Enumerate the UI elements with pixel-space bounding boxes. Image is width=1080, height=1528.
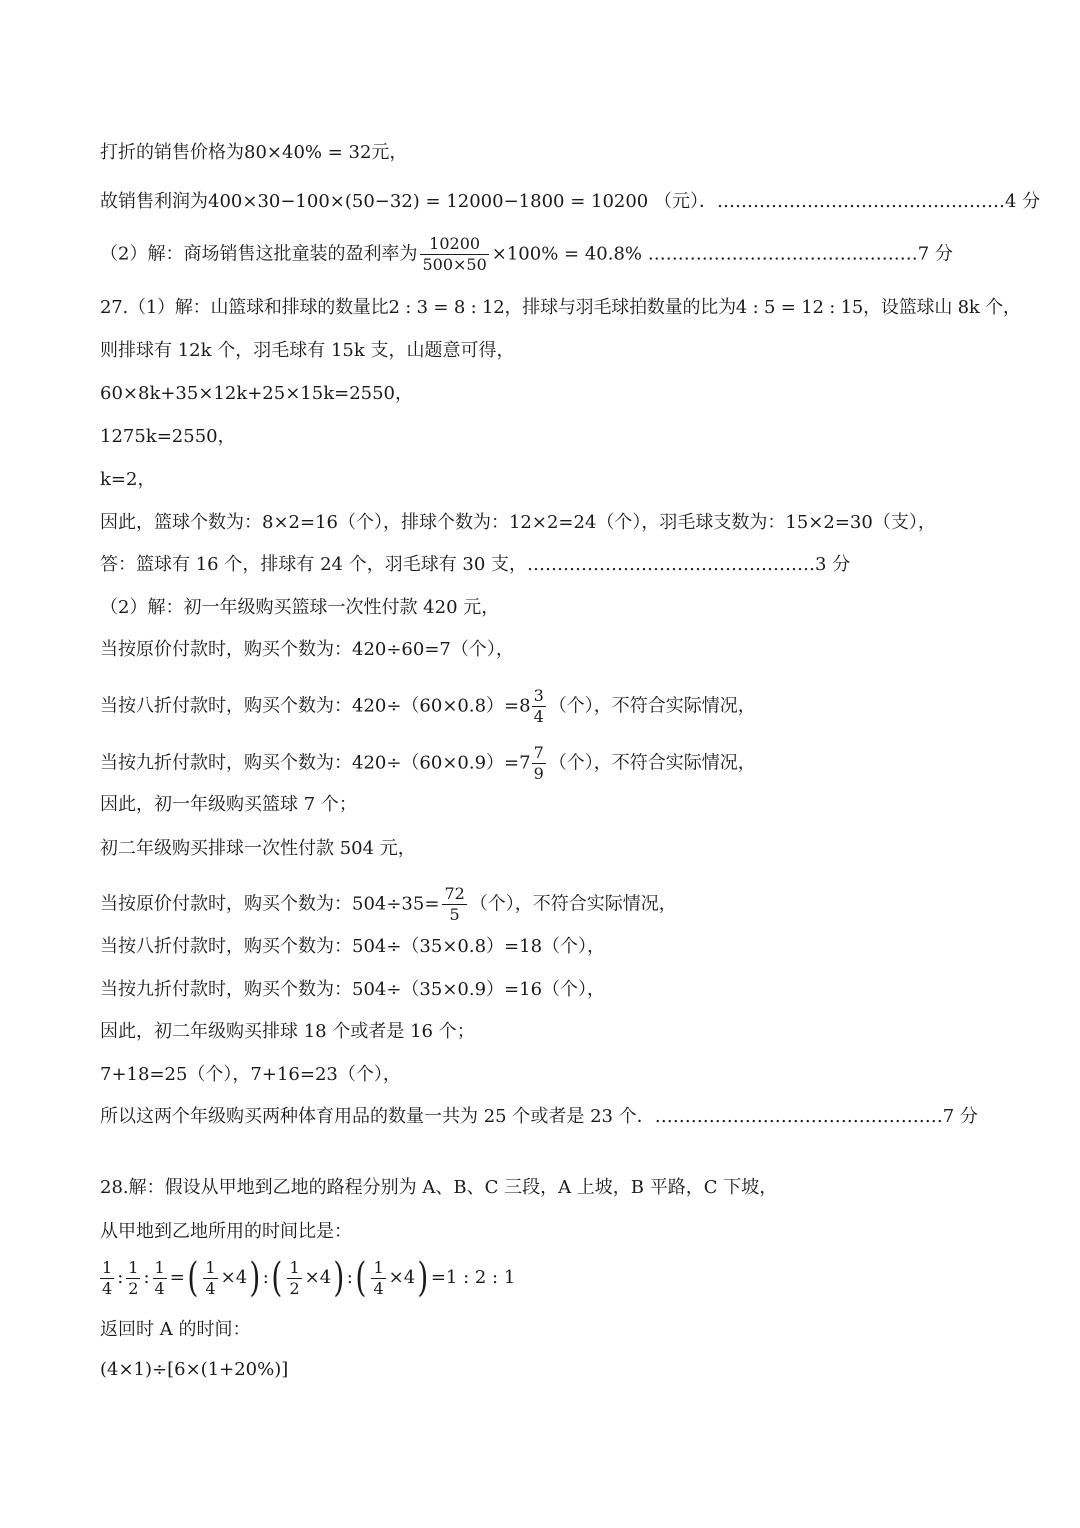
fraction-numerator: 7: [533, 743, 544, 762]
profit-rate-text: （2）解：商场销售这批童装的盈利率为: [100, 243, 418, 265]
multiply-term: ×4: [304, 1267, 332, 1288]
ratio-fraction: [371, 1258, 385, 1299]
q28-intro: 28.解：假设从甲地到乙地的路程分别为 A、B、C 三段，A 上坡，B 平路，C 下坡，: [100, 1177, 778, 1198]
grade2-original-fraction: [442, 884, 466, 925]
left-paren: (: [355, 1255, 367, 1301]
q28-time-ratio-label: 从甲地到乙地所用的时间比是：: [100, 1221, 352, 1242]
profit-rate-fraction: [420, 234, 488, 275]
q27-grade1-80-percent: [100, 686, 756, 727]
fraction-denominator: 2: [289, 1278, 300, 1298]
multiply-term: ×4: [388, 1267, 416, 1288]
ratio-separator: :: [117, 1267, 124, 1288]
ratio-separator: :: [346, 1267, 353, 1288]
ratio-fraction: [153, 1258, 167, 1299]
fraction-denominator: 2: [128, 1278, 139, 1298]
q28-return-time-label: 返回时 A 的时间：: [100, 1319, 251, 1340]
ratio-separator: :: [262, 1267, 269, 1288]
q27-grade2-original-price: [100, 884, 677, 925]
q27-grade2-80-percent: 当按八折付款时，购买个数为：504÷（35×0.8）=18（个），: [100, 936, 606, 957]
multiply-term: ×4: [220, 1267, 248, 1288]
grade1-90-fraction: [532, 743, 546, 784]
fraction-denominator: 5: [449, 905, 460, 924]
fraction-numerator: 1: [373, 1257, 384, 1277]
q27-final-answer: 所以这两个年级购买两种体育用品的数量一共为 25 个或者是 23 个．…………………………………………7 分: [100, 1106, 978, 1127]
q27-part1-intro: 27.（1）解：山篮球和排球的数量比2 : 3 = 8 : 12，排球与羽毛球拍数量的比为4 : 5 = 12 : 15，设篮球山 8k 个，: [100, 297, 1021, 318]
grade2-original-text: 当按原价付款时，购买个数为：504÷35=: [100, 893, 440, 915]
grade1-80-text: 当按八折付款时，购买个数为：420÷（60×0.8）=8: [100, 695, 531, 717]
grade1-80-result: （个），不符合实际情况，: [548, 695, 756, 717]
fraction-numerator: 1: [154, 1257, 165, 1277]
equals-sign: =: [169, 1267, 185, 1288]
fraction-numerator: 10200: [420, 234, 488, 255]
q27-equation-simplified: 1275k=2550，: [100, 426, 236, 447]
ratio-fraction: [287, 1258, 301, 1299]
q27-totals: 7+18=25（个），7+16=23（个），: [100, 1064, 401, 1085]
q27-grade2-conclusion: 因此，初二年级购买排球 18 个或者是 16 个；: [100, 1021, 475, 1042]
right-paren: ): [333, 1255, 345, 1301]
left-paren: (: [187, 1255, 199, 1301]
q27-k-value: k=2，: [100, 469, 156, 490]
grade1-80-fraction: [532, 686, 546, 727]
q27-grade2-intro: 初二年级购买排球一次性付款 504 元，: [100, 838, 416, 859]
line-profit-rate: [100, 234, 953, 275]
fraction-denominator: 4: [102, 1278, 113, 1298]
line-discount-price: 打折的销售价格为80×40% = 32元，: [100, 142, 408, 163]
q27-grade1-90-percent: [100, 743, 756, 784]
grade1-90-text: 当按九折付款时，购买个数为：420÷（60×0.9）=7: [100, 752, 531, 774]
fraction-numerator: 1: [128, 1257, 139, 1277]
q28-return-time-formula: (4×1)÷[6×(1+20%)]: [100, 1359, 289, 1380]
fraction-denominator: 4: [154, 1278, 165, 1298]
grade2-original-result: （个），不符合实际情况，: [469, 893, 677, 915]
grade1-90-result: （个），不符合实际情况，: [548, 752, 756, 774]
right-paren: ): [249, 1255, 261, 1301]
fraction-numerator: 3: [533, 686, 544, 705]
q27-counts: 因此，篮球个数为：8×2=16（个），排球个数为：12×2=24（个），羽毛球支数为：15×2=30（支），: [100, 512, 936, 533]
left-paren: (: [271, 1255, 283, 1301]
fraction-numerator: 72: [444, 884, 465, 903]
ratio-fraction: [100, 1258, 114, 1299]
q27-grade2-90-percent: 当按九折付款时，购买个数为：504÷（35×0.9）=16（个），: [100, 979, 606, 1000]
fraction-numerator: 1: [289, 1257, 300, 1277]
q27-grade1-original-price: 当按原价付款时，购买个数为：420÷60=7（个），: [100, 639, 514, 660]
fraction-denominator: 9: [533, 764, 544, 783]
fraction-denominator: 4: [373, 1278, 384, 1298]
right-paren: ): [417, 1255, 429, 1301]
ratio-fraction: [126, 1258, 140, 1299]
fraction-numerator: 1: [102, 1257, 113, 1277]
ratio-separator: :: [143, 1267, 150, 1288]
q27-part1-answer: 答：篮球有 16 个，排球有 24 个，羽毛球有 30 支，…………………………………………3 分: [100, 554, 851, 575]
fraction-denominator: 500×50: [422, 255, 487, 274]
q27-grade1-conclusion: 因此，初一年级购买篮球 7 个；: [100, 794, 357, 815]
fraction-numerator: 1: [205, 1257, 216, 1277]
line-sales-profit: 故销售利润为400×30−100×(50−32) = 12000−1800 = 10200 （元）．…………………………………………4 分: [100, 191, 1041, 212]
q28-time-ratio-formula: [100, 1256, 515, 1300]
fraction-denominator: 4: [205, 1278, 216, 1298]
fraction-denominator: 4: [533, 707, 544, 726]
q27-part1-setup: 则排球有 12k 个，羽毛球有 15k 支，山题意可得，: [100, 340, 515, 361]
ratio-result: =1 : 2 : 1: [430, 1267, 516, 1288]
profit-rate-result: ×100% = 40.8% ………………………………………7 分: [491, 243, 953, 265]
q27-part2-intro: （2）解：初一年级购买篮球一次性付款 420 元，: [100, 597, 500, 618]
ratio-fraction: [203, 1258, 217, 1299]
q27-equation: 60×8k+35×12k+25×15k=2550，: [100, 383, 413, 404]
